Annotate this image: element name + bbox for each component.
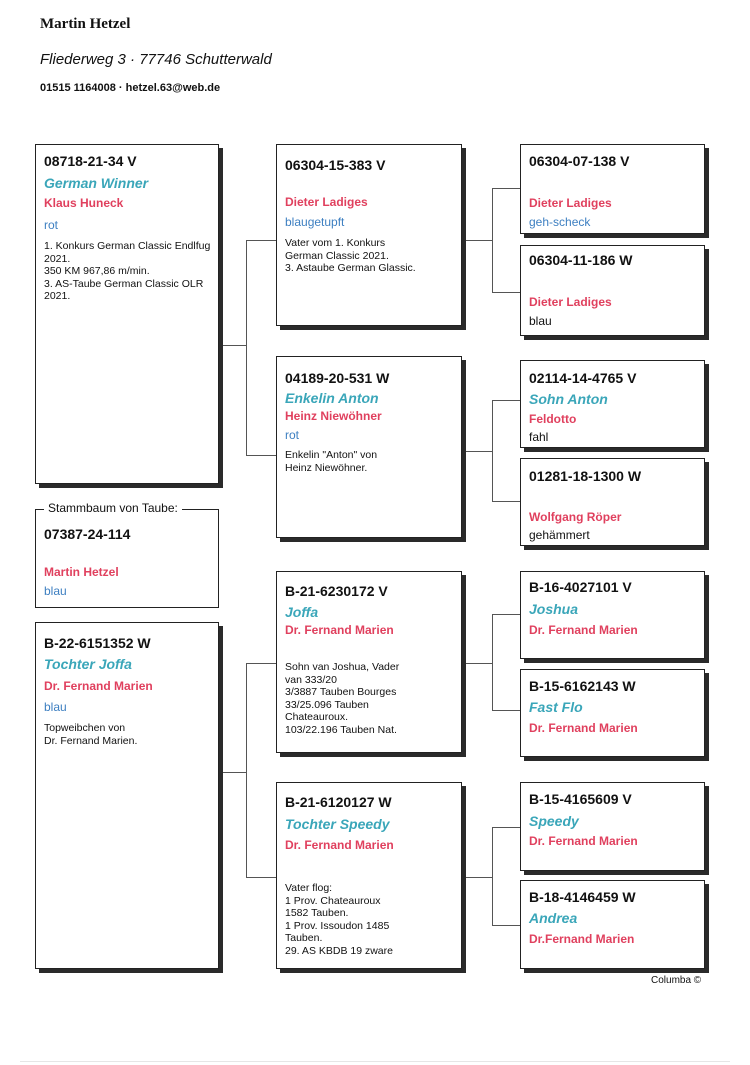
subject-ring-number: 07387-24-114 xyxy=(44,526,131,542)
breeder-name: Dieter Ladiges xyxy=(529,196,612,210)
pedigree-card-fmf xyxy=(520,360,705,448)
note-line: 350 KM 967,86 m/min. xyxy=(44,265,150,277)
pedigree-notes xyxy=(44,722,212,747)
pigeon-name: Tochter Joffa xyxy=(44,656,132,672)
connector-line xyxy=(246,877,276,878)
connector-line xyxy=(246,345,247,455)
subject-card xyxy=(35,509,219,608)
pedigree-card-fmm xyxy=(520,458,705,546)
pigeon-name: Joshua xyxy=(529,601,579,617)
note-line: Tauben. xyxy=(285,932,323,944)
pedigree-notes xyxy=(285,882,455,957)
connector-line xyxy=(246,772,247,877)
breeder-name: Dr. Fernand Marien xyxy=(44,679,153,693)
footer-divider xyxy=(20,1061,730,1062)
pedigree-notes xyxy=(44,240,212,303)
note-line: 3/3887 Tauben Bourges xyxy=(285,686,397,698)
note-line: 103/22.196 Tauben Nat. xyxy=(285,723,397,736)
pigeon-name: Joffa xyxy=(285,604,319,620)
subject-breeder: Martin Hetzel xyxy=(44,565,119,579)
breeder-name: Dr.Fernand Marien xyxy=(529,932,635,946)
ring-number: B-21-6230172 V xyxy=(285,583,388,599)
plumage-color: rot xyxy=(285,428,300,442)
owner-address: Fliederweg 3 · 77746 Schutterwald xyxy=(40,51,272,68)
pedigree-legend: Stammbaum von Taube: xyxy=(44,501,182,515)
pedigree-card-mf xyxy=(276,571,462,753)
pigeon-name: Enkelin Anton xyxy=(285,390,379,406)
ring-number: 06304-07-138 V xyxy=(529,153,630,169)
pedigree-notes xyxy=(285,661,455,736)
note-line: 3. AS-Taube German Classic OLR 2021. xyxy=(44,277,204,302)
pigeon-name: Fast Flo xyxy=(529,699,583,715)
connector-line xyxy=(462,663,492,664)
ring-number: 01281-18-1300 W xyxy=(529,468,642,484)
note-line: Vater flog: xyxy=(285,882,333,894)
pedigree-card-mother xyxy=(35,622,219,969)
plumage-color: fahl xyxy=(529,430,549,444)
ring-number: 08718-21-34 V xyxy=(44,153,137,169)
pedigree-card-father xyxy=(35,144,219,484)
ring-number: 04189-20-531 W xyxy=(285,370,390,386)
pedigree-card-fm xyxy=(276,356,462,538)
note-line: 1582 Tauben. xyxy=(285,907,349,919)
pigeon-name: Speedy xyxy=(529,813,579,829)
pedigree-card-ffm xyxy=(520,245,705,336)
breeder-name: Dr. Fernand Marien xyxy=(529,623,638,637)
breeder-name: Heinz Niewöhner xyxy=(285,409,382,423)
connector-line xyxy=(218,772,246,773)
connector-line xyxy=(246,240,247,345)
ring-number: B-15-6162143 W xyxy=(529,678,636,694)
note-line: 33/25.096 Tauben xyxy=(285,698,369,711)
owner-contact: 01515 1164008 · hetzel.63@web.de xyxy=(40,82,221,94)
pedigree-card-mmf xyxy=(520,782,705,871)
pedigree-card-ff xyxy=(276,144,462,326)
connector-line xyxy=(492,710,520,711)
note-line: Chateauroux. xyxy=(285,711,349,723)
note-line: 29. AS KBDB 19 zware xyxy=(285,944,393,957)
note-line: van 333/20 xyxy=(285,673,337,686)
connector-line xyxy=(492,188,493,292)
ring-number: B-21-6120127 W xyxy=(285,794,392,810)
note-line: Enkelin "Anton" von xyxy=(285,449,378,461)
plumage-color: blau xyxy=(44,700,67,714)
ring-number: B-15-4165609 V xyxy=(529,791,632,807)
connector-line xyxy=(246,455,276,456)
connector-line xyxy=(492,827,493,925)
connector-line xyxy=(492,400,520,401)
connector-line xyxy=(492,501,520,502)
pedigree-card-mm xyxy=(276,782,462,969)
ring-number: B-16-4027101 V xyxy=(529,579,632,595)
note-line: Dr. Fernand Marien. xyxy=(44,734,138,747)
pedigree-card-fff xyxy=(520,144,705,234)
pedigree-notes xyxy=(285,449,455,474)
connector-line xyxy=(492,614,520,615)
connector-line xyxy=(492,188,520,189)
ring-number: 06304-11-186 W xyxy=(529,252,633,268)
pedigree-card-mff xyxy=(520,571,705,659)
connector-line xyxy=(462,240,492,241)
connector-line xyxy=(492,400,493,501)
note-line: Topweibchen von xyxy=(44,722,126,734)
note-line: Vater vom 1. Konkurs xyxy=(285,237,386,249)
ring-number: B-18-4146459 W xyxy=(529,889,636,905)
note-line: 1. Konkurs German Classic Endlfug 2021. xyxy=(44,240,211,265)
plumage-color: rot xyxy=(44,218,59,232)
copyright-mark: Columba © xyxy=(651,975,702,986)
connector-line xyxy=(218,345,246,346)
connector-line xyxy=(492,827,520,828)
note-line: German Classic 2021. xyxy=(285,249,389,262)
connector-line xyxy=(246,663,247,772)
connector-line xyxy=(462,877,492,878)
note-line: Heinz Niewöhner. xyxy=(285,461,368,474)
connector-line xyxy=(462,451,492,452)
breeder-name: Wolfgang Röper xyxy=(529,510,622,524)
breeder-name: Dieter Ladiges xyxy=(529,295,612,309)
pedigree-card-mmm xyxy=(520,880,705,969)
breeder-name: Dr. Fernand Marien xyxy=(285,623,394,637)
note-line: 1 Prov. Chateauroux xyxy=(285,894,381,907)
breeder-name: Dr. Fernand Marien xyxy=(529,721,638,735)
plumage-color: gehämmert xyxy=(529,528,590,542)
breeder-name: Feldotto xyxy=(529,412,577,426)
connector-line xyxy=(492,614,493,710)
ring-number: 02114-14-4765 V xyxy=(529,370,637,386)
breeder-name: Dr. Fernand Marien xyxy=(529,834,638,848)
pigeon-name: German Winner xyxy=(44,175,149,191)
connector-line xyxy=(492,292,520,293)
pedigree-notes xyxy=(285,237,455,275)
connector-line xyxy=(492,925,520,926)
connector-line xyxy=(246,240,276,241)
plumage-color: blau xyxy=(529,314,552,328)
ring-number: 06304-15-383 V xyxy=(285,157,386,173)
plumage-color: geh-scheck xyxy=(529,215,591,229)
note-line: 3. Astaube German Glassic. xyxy=(285,262,416,274)
note-line: Sohn van Joshua, Vader xyxy=(285,661,400,673)
owner-name: Martin Hetzel xyxy=(40,16,131,32)
pigeon-name: Tochter Speedy xyxy=(285,816,390,832)
pedigree-card-mfm xyxy=(520,669,705,757)
ring-number: B-22-6151352 W xyxy=(44,635,151,651)
note-line: 1 Prov. Issoudon 1485 xyxy=(285,919,390,932)
connector-line xyxy=(246,663,276,664)
pigeon-name: Andrea xyxy=(529,910,578,926)
subject-color: blau xyxy=(44,584,67,598)
pigeon-name: Sohn Anton xyxy=(529,391,608,407)
plumage-color: blaugetupft xyxy=(285,215,345,229)
breeder-name: Klaus Huneck xyxy=(44,196,124,210)
breeder-name: Dr. Fernand Marien xyxy=(285,838,394,852)
breeder-name: Dieter Ladiges xyxy=(285,195,368,209)
